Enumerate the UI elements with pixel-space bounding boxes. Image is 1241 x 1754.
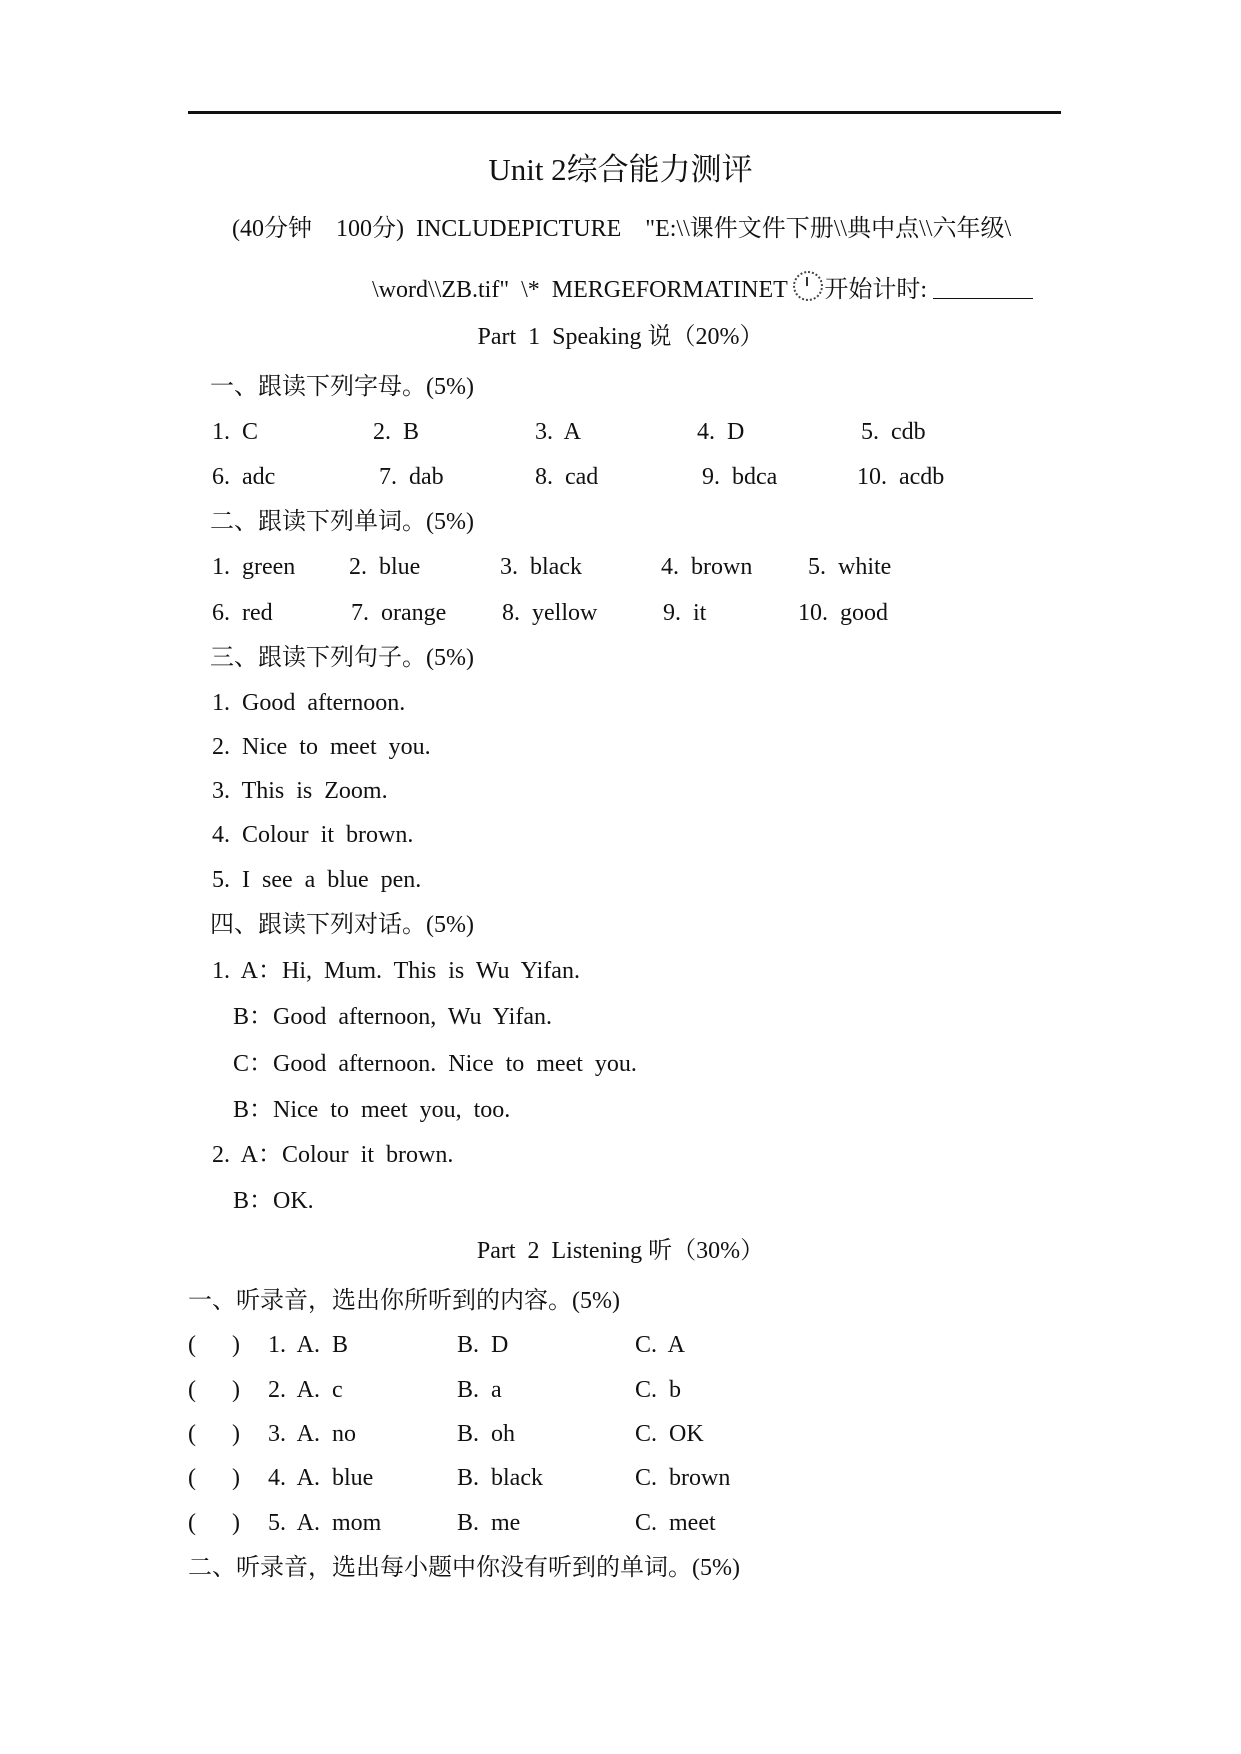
word-item: 5. white (808, 554, 892, 580)
answer-blank[interactable]: ( ) (188, 1332, 240, 1358)
section-heading: 一、听录音，选出你所听到的内容。(5%) (188, 1288, 620, 1314)
dialog-line: 2. A：Colour it brown. (212, 1142, 454, 1168)
section-heading: 三、跟读下列句子。(5%) (210, 645, 474, 671)
question-option-b: B. me (457, 1510, 521, 1536)
part2-heading: Part 2 Listening 听（30%） (476, 1238, 765, 1264)
section-heading: 二、听录音，选出每小题中你没有听到的单词。(5%) (188, 1555, 740, 1581)
word-item: 3. black (500, 554, 582, 580)
dialog-line: B：Nice to meet you, too. (233, 1097, 511, 1123)
answer-blank[interactable]: ( ) (188, 1421, 240, 1447)
page-title: Unit 2综合能力测评 (488, 152, 753, 187)
dialog-line: B：OK. (233, 1188, 314, 1214)
letter-item: 5. cdb (861, 419, 926, 445)
word-item: 9. it (663, 600, 707, 626)
letter-item: 9. bdca (702, 464, 778, 490)
dialog-line: 1. A：Hi, Mum. This is Wu Yifan. (212, 958, 580, 984)
word-item: 1. green (212, 554, 296, 580)
question-option-c: C. OK (635, 1421, 704, 1447)
dialog-line: B：Good afternoon, Wu Yifan. (233, 1004, 552, 1030)
question-option-a: 3. A. no (268, 1421, 357, 1447)
word-item: 10. good (798, 600, 888, 626)
letter-item: 1. C (212, 419, 259, 445)
question-option-c: C. A (635, 1332, 686, 1358)
section-heading: 二、跟读下列单词。(5%) (210, 509, 474, 535)
letter-item: 2. B (373, 419, 420, 445)
header-rule (188, 111, 1061, 114)
question-option-a: 1. A. B (268, 1332, 349, 1358)
word-item: 8. yellow (502, 600, 598, 626)
answer-blank[interactable]: ( ) (188, 1465, 240, 1491)
word-item: 6. red (212, 600, 273, 626)
question-option-a: 2. A. c (268, 1377, 343, 1403)
section-heading: 一、跟读下列字母。(5%) (210, 374, 474, 400)
question-option-a: 5. A. mom (268, 1510, 382, 1536)
question-option-c: C. b (635, 1377, 682, 1403)
question-option-b: B. a (457, 1377, 502, 1403)
question-option-c: C. meet (635, 1510, 716, 1536)
clock-icon (793, 271, 823, 301)
question-option-b: B. black (457, 1465, 543, 1491)
question-option-c: C. brown (635, 1465, 731, 1491)
word-item: 7. orange (351, 600, 447, 626)
sentence-item: 2. Nice to meet you. (212, 734, 431, 760)
timer-blank (933, 276, 1033, 299)
word-item: 4. brown (661, 554, 753, 580)
letter-item: 8. cad (535, 464, 599, 490)
sentence-item: 3. This is Zoom. (212, 778, 388, 804)
question-option-b: B. oh (457, 1421, 516, 1447)
letter-item: 7. dab (379, 464, 444, 490)
answer-blank[interactable]: ( ) (188, 1510, 240, 1536)
part1-heading: Part 1 Speaking 说（20%） (477, 324, 764, 350)
sentence-item: 4. Colour it brown. (212, 822, 414, 848)
question-option-b: B. D (457, 1332, 509, 1358)
answer-blank[interactable]: ( ) (188, 1377, 240, 1403)
letter-item: 4. D (697, 419, 745, 445)
sentence-item: 1. Good afternoon. (212, 690, 406, 716)
field-code-text: \word\\ZB.tif" \* MERGEFORMATINET (372, 277, 788, 303)
subtitle-line-2 (372, 271, 1033, 305)
letter-item: 3. A (535, 419, 582, 445)
letter-item: 10. acdb (857, 464, 945, 490)
sentence-item: 5. I see a blue pen. (212, 867, 422, 893)
section-heading: 四、跟读下列对话。(5%) (210, 912, 474, 938)
subtitle-line-1: (40分钟 100分) INCLUDEPICTURE "E:\\课件文件下册\\典中点\\六年级\ (232, 216, 1012, 242)
word-item: 2. blue (349, 554, 421, 580)
dialog-line: C：Good afternoon. Nice to meet you. (233, 1051, 637, 1077)
letter-item: 6. adc (212, 464, 276, 490)
question-option-a: 4. A. blue (268, 1465, 374, 1491)
start-timer-label: 开始计时: (824, 277, 934, 303)
